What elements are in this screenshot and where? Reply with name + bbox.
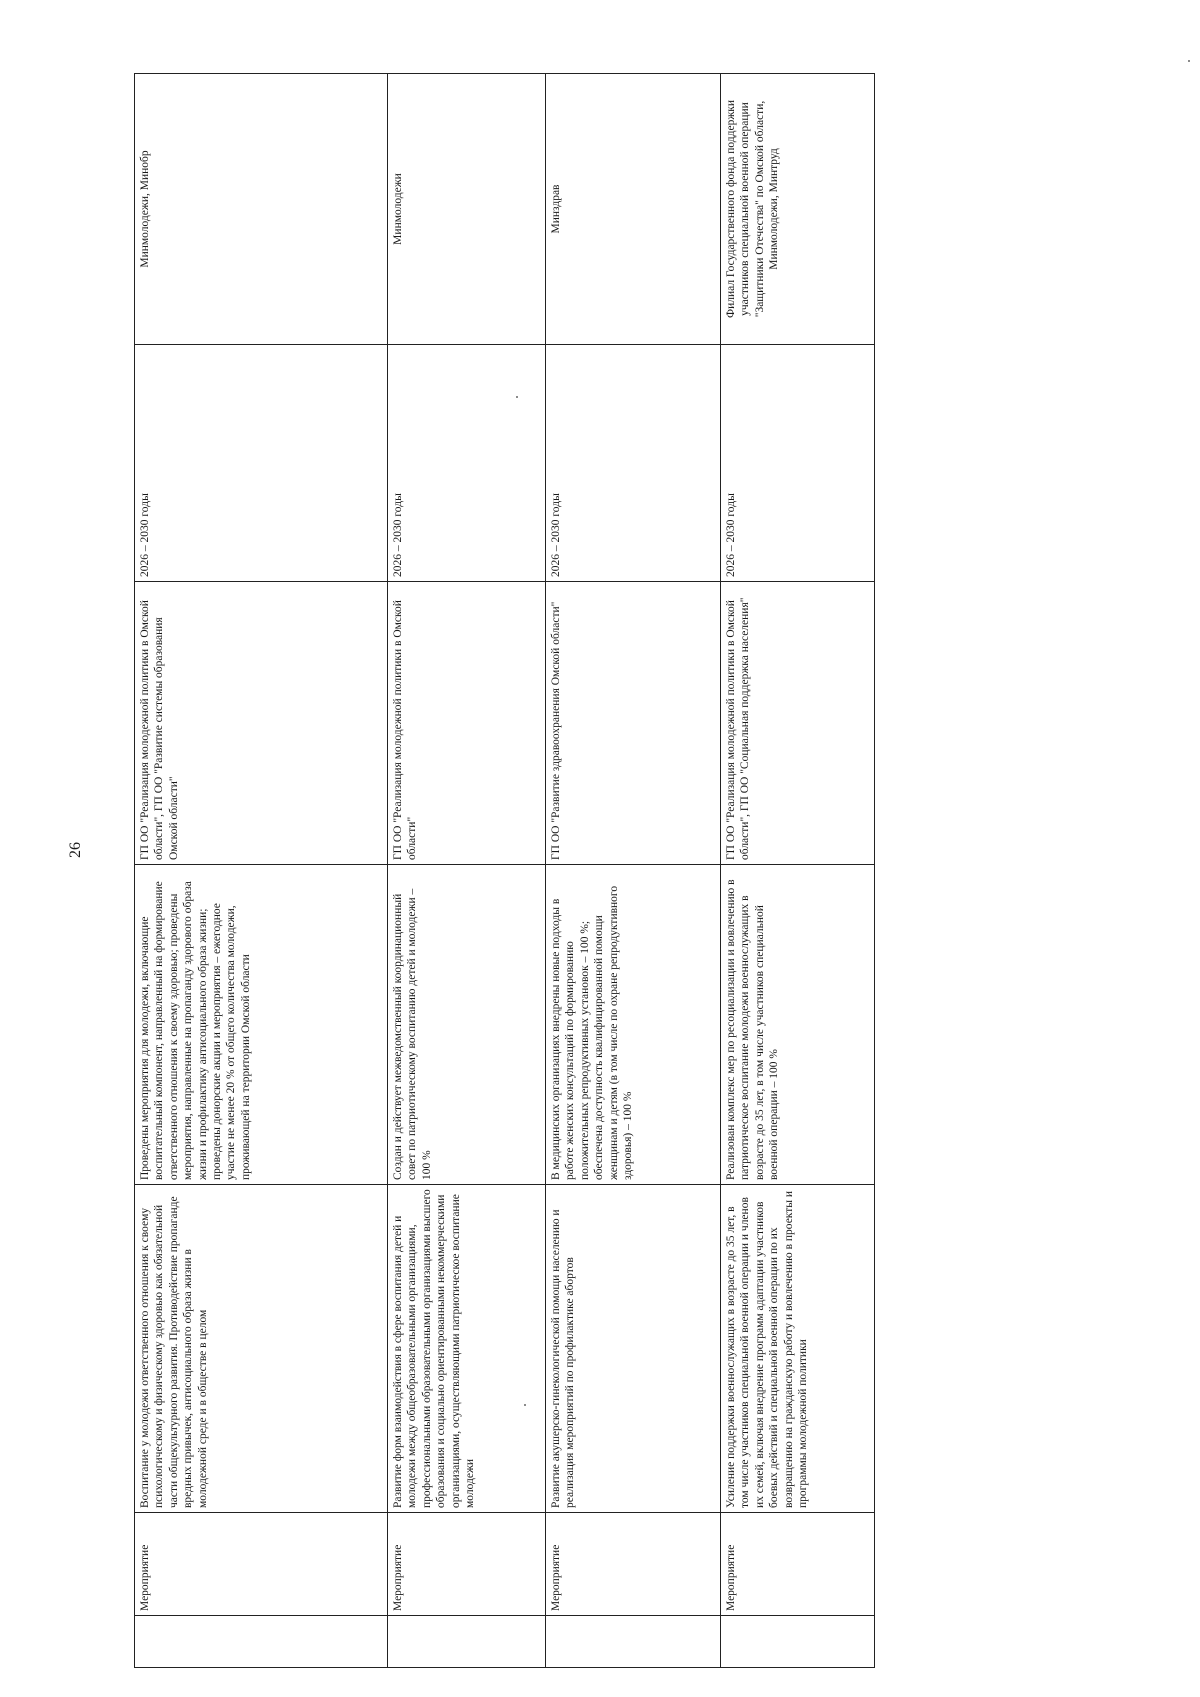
measure-name-cell: Развитие акушерско-гинекологической помощи населению и реализация мероприятий по профилактике абортов (546, 1185, 721, 1513)
responsible-cell: Минмолодежи, Минобр (135, 74, 388, 345)
page-number: 26 (67, 842, 84, 858)
row-type-cell: Мероприятие (721, 1513, 875, 1616)
responsible-cell: Филиал Государственного фонда поддержки участников специальной военной операции "Защитники Отечества" по Омской области, Минмолодежи, Минтруд (721, 74, 875, 345)
period-cell: 2026 – 2030 годы (546, 345, 721, 582)
period-cell: 2026 – 2030 годы (721, 345, 875, 582)
period-cell: 2026 – 2030 годы (388, 345, 546, 582)
row-number-cell (388, 1616, 546, 1668)
state-program-cell: ГП ОО "Реализация молодежной политики в Омской области" (388, 582, 546, 865)
expected-result-cell: Реализован комплекс мер по ресоциализации и вовлечению в патриотическое воспитание молодежи военнослужащих в возрасте до 35 лет, в том числе участников специальной военной операции – 100 % (721, 865, 875, 1185)
period-cell: 2026 – 2030 годы (135, 345, 388, 582)
expected-result-cell: Создан и действует межведомственный координационный совет по патриотическому воспитанию детей и молодежи – 100 % (388, 865, 546, 1185)
state-program-cell: ГП ОО "Реализация молодежной политики в Омской области", ГП ОО "Социальная поддержка населения" (721, 582, 875, 865)
scan-speck (524, 1404, 526, 1406)
state-program-cell: ГП ОО "Реализация молодежной политики в Омской области", ГП ОО "Развитие системы образования Омской области" (135, 582, 388, 865)
measure-name-cell: Развитие форм взаимодействия в сфере воспитания детей и молодежи между общеобразовательными организациями, профессиональными образовательными организациями высшего образования и социально ориентированными некоммерческими организациями, осуществляющими патриотическое воспитание молодежи (388, 1185, 546, 1513)
table-row (546, 74, 721, 1668)
expected-result-cell: Проведены мероприятия для молодежи, включающие воспитательный компонент, направленный на формирование ответственного отношения к своему здоровью; проведены мероприятия, направленные на пропаганду здорового образа жизни и профилактику антисоциального образа жизни; проведены донорские акции и мероприятия – ежегодное участие не менее 20 % от общего количества молодежи, проживающей на территории Омской области (135, 865, 388, 1185)
row-type-cell: Мероприятие (388, 1513, 546, 1616)
row-number-cell (721, 1616, 875, 1668)
row-number-cell (546, 1616, 721, 1668)
measures-table-rotated (134, 74, 874, 1668)
measure-name-cell: Усиление поддержки военнослужащих в возрасте до 35 лет, в том числе участников специальной военной операции и членов их семей, включая внедрение программ адаптации участников боевых действий и специальной военной операции по их возвращению на гражданскую работу и вовлечению в проекты и программы молодежной политики (721, 1185, 875, 1513)
table-row (135, 74, 388, 1668)
responsible-cell: Минздрав (546, 74, 721, 345)
measure-name-cell: Воспитание у молодежи ответственного отношения к своему психологическому и физическому здоровью как обязательной части общекультурного развития. Противодействие пропаганде вредных привычек, антисоциального образа жизни в молодежной среде и в обществе в целом (135, 1185, 388, 1513)
row-number-cell (135, 1616, 388, 1668)
state-program-cell: ГП ОО "Развитие здравоохранения Омской области" (546, 582, 721, 865)
responsible-cell: Минмолодежи (388, 74, 546, 345)
row-type-cell: Мероприятие (546, 1513, 721, 1616)
table-row (388, 74, 546, 1668)
measures-table (134, 73, 875, 1668)
row-type-cell: Мероприятие (135, 1513, 388, 1616)
expected-result-cell: В медицинских организациях внедрены новые подходы в работе женских консультаций по формированию положительных репродуктивных установок – 100 %; обеспечена доступность квалифицированной помощи женщинам и детям (в том числе по охране репродуктивного здоровья) – 100 % (546, 865, 721, 1185)
scan-speck (516, 396, 518, 398)
table-row (721, 74, 875, 1668)
scan-speck (1188, 60, 1190, 62)
